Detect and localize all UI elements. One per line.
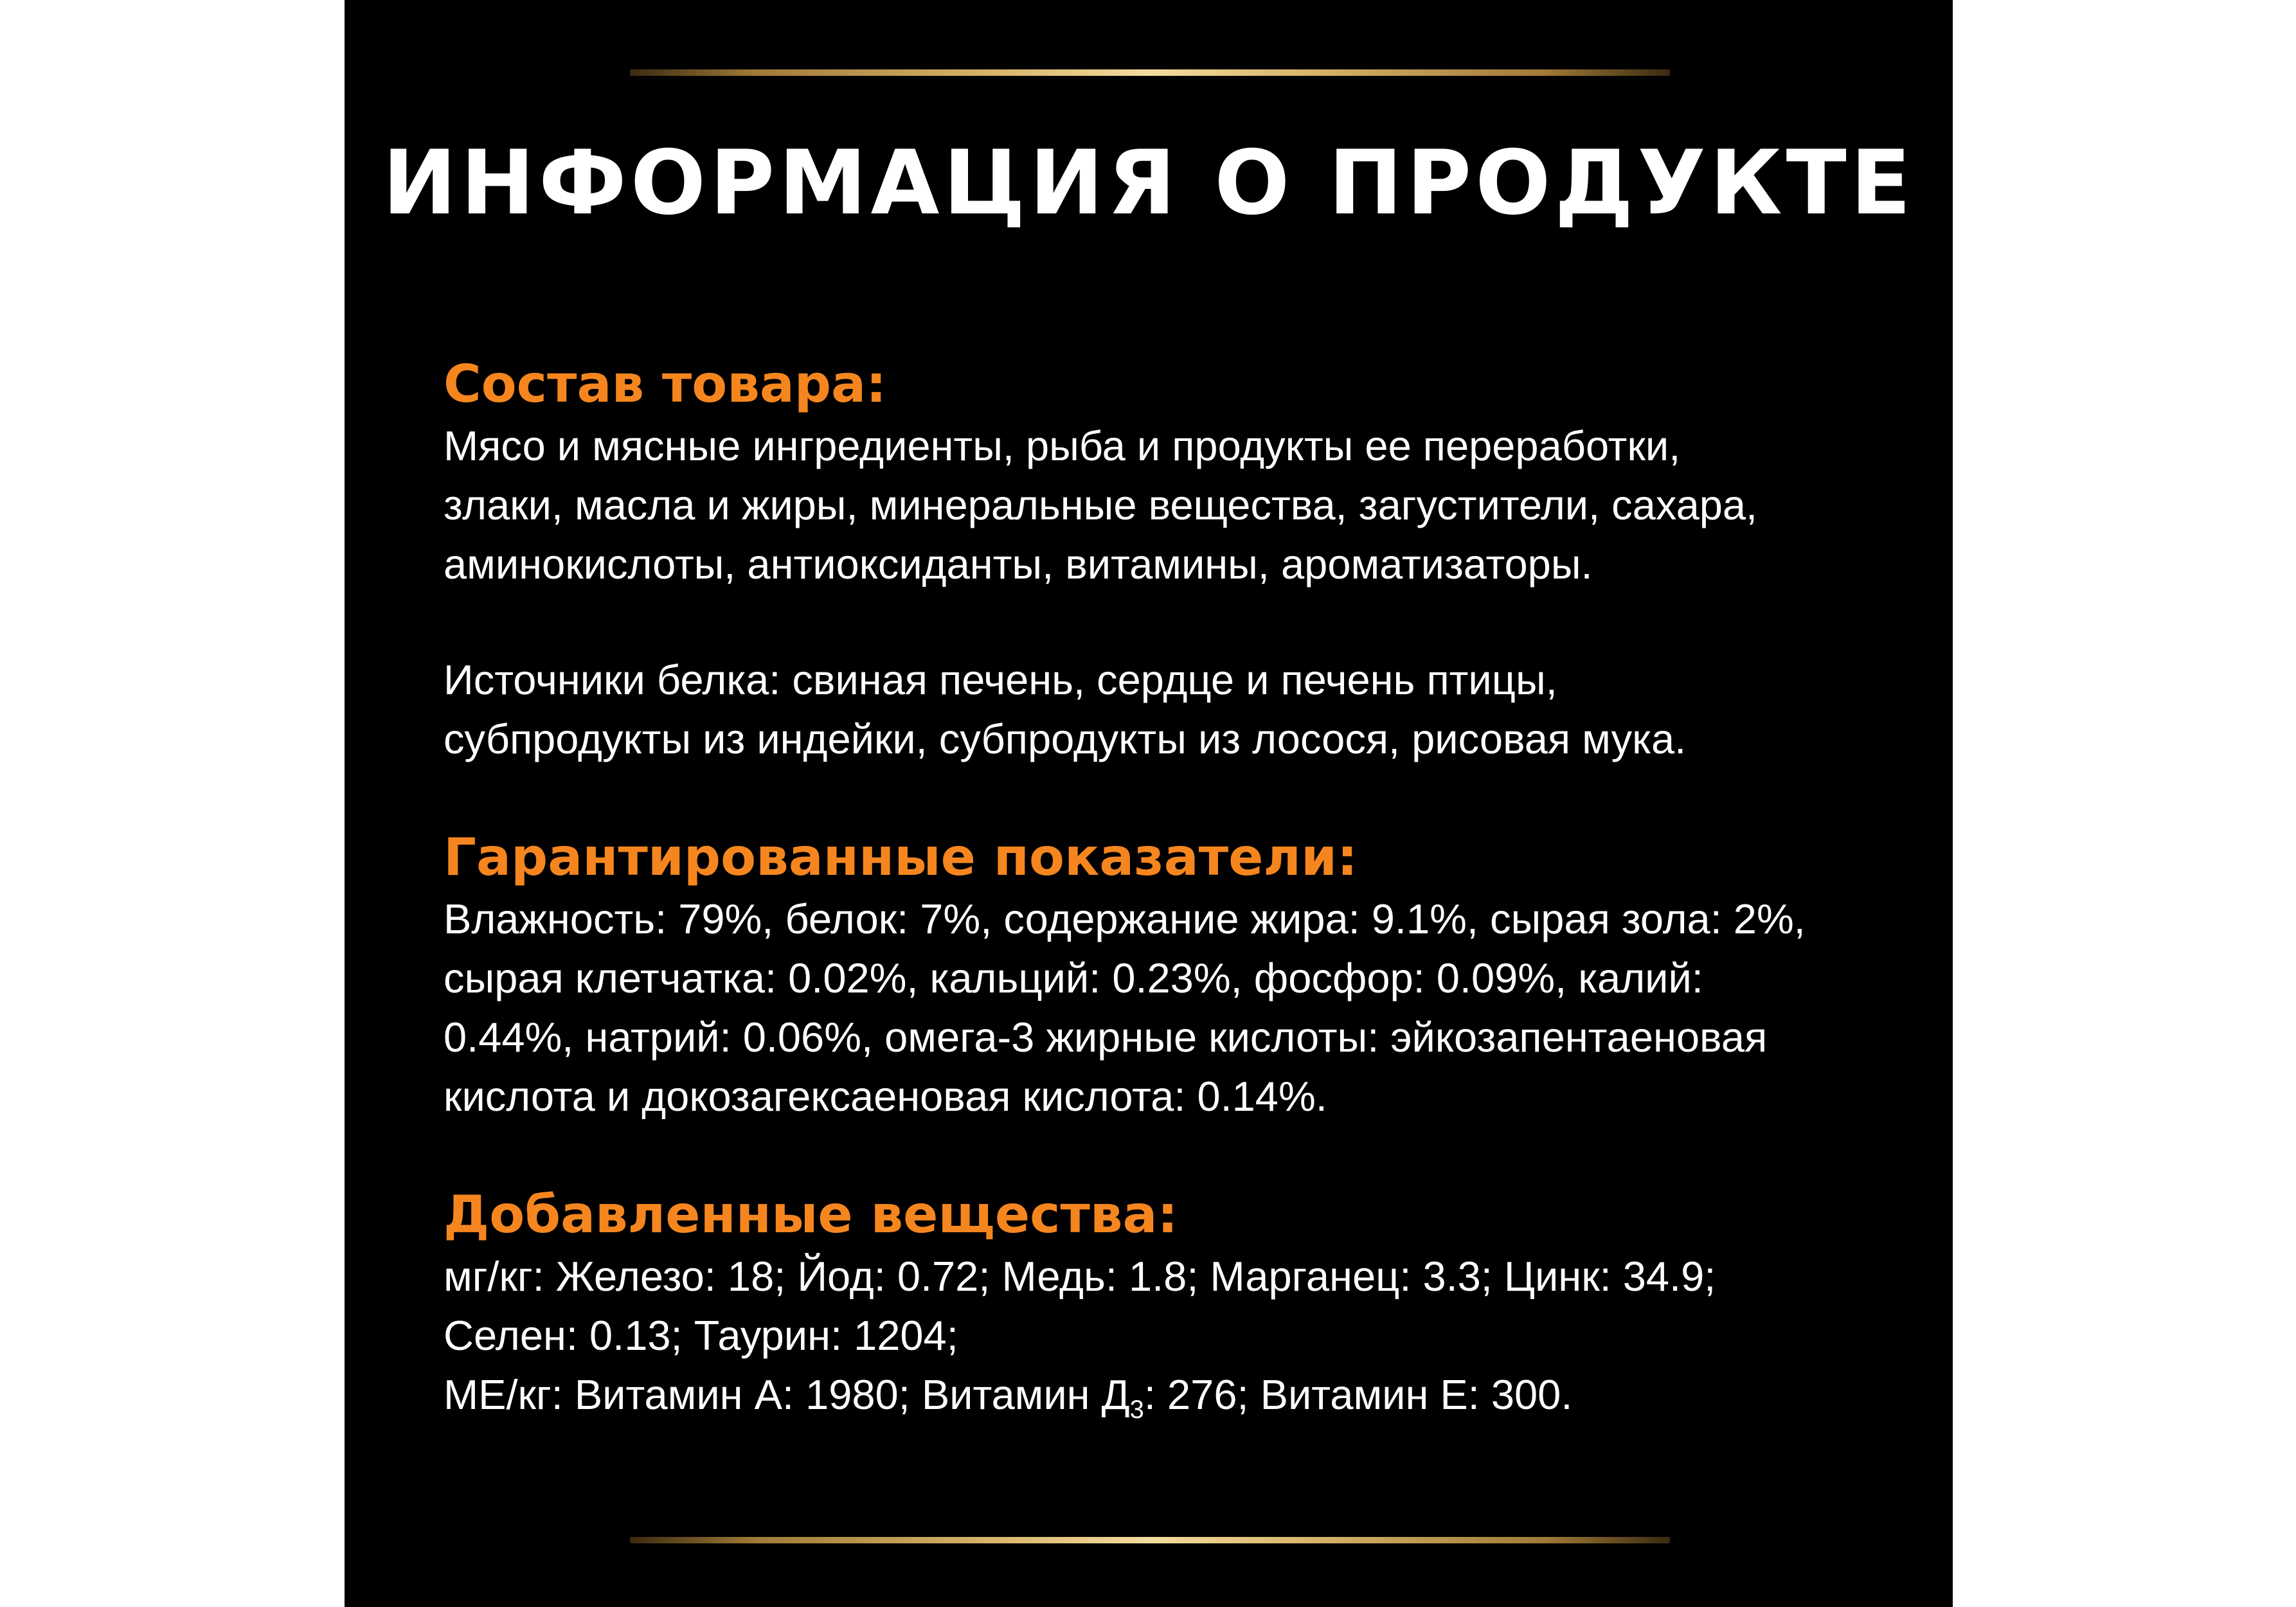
additives-section [444,1183,1909,1424]
text-line: Источники белка: свиная печень, сердце и печень птицы, [444,656,1557,703]
text-line: 0.44%, натрий: 0.06%, омега-3 жирные кислоты: эйкозапентаеновая [444,1014,1768,1061]
additives-text [444,1247,1909,1424]
text-line: мг/кг: Железо: 18; Йод: 0.72; Медь: 1.8; Марганец: 3.3; Цинк: 34.9; [444,1253,1716,1300]
text-line: аминокислоты, антиоксиданты, витамины, ароматизаторы. [444,541,1593,588]
text-line: Селен: 0.13; Таурин: 1204; [444,1312,958,1359]
text-line: Мясо и мясные ингредиенты, рыба и продукты ее переработки, [444,422,1681,469]
vitamins-line-after: : 276; Витамин Е: 300. [1144,1371,1573,1418]
vitamin-d-subscript: 3 [1129,1396,1144,1424]
vitamins-line-before: МЕ/кг: Витамин А: 1980; Витамин Д [444,1371,1130,1418]
text-line: Влажность: 79%, белок: 7%, содержание жира: 9.1%, сырая зола: 2%, [444,895,1806,942]
bottom-gold-divider [630,1537,1670,1543]
text-line: злаки, масла и жиры, минеральные вещества, загустители, сахара, [444,481,1758,528]
vitamins-line [444,1365,1909,1424]
text-line: сырая клетчатка: 0.02%, кальций: 0.23%, фосфор: 0.09%, калий: [444,955,1703,1001]
composition-section [444,352,1909,769]
protein-sources-text [444,651,1909,769]
composition-ingredients-text [444,417,1909,594]
composition-heading: Состав товара: [444,354,887,414]
text-line: кислота и докозагексаеновая кислота: 0.14%. [444,1073,1327,1120]
guaranteed-analysis-section [444,825,1909,1126]
page-title: ИНФОРМАЦИЯ О ПРОДУКТЕ [382,131,1915,235]
top-gold-divider [630,69,1670,76]
guaranteed-analysis-heading: Гарантированные показатели: [444,827,1358,887]
product-info-content [444,352,1909,1424]
text-line: субпродукты из индейки, субпродукты из лосося, рисовая мука. [444,715,1687,762]
additives-heading: Добавленные вещества: [444,1185,1178,1244]
guaranteed-analysis-text [444,890,1909,1126]
